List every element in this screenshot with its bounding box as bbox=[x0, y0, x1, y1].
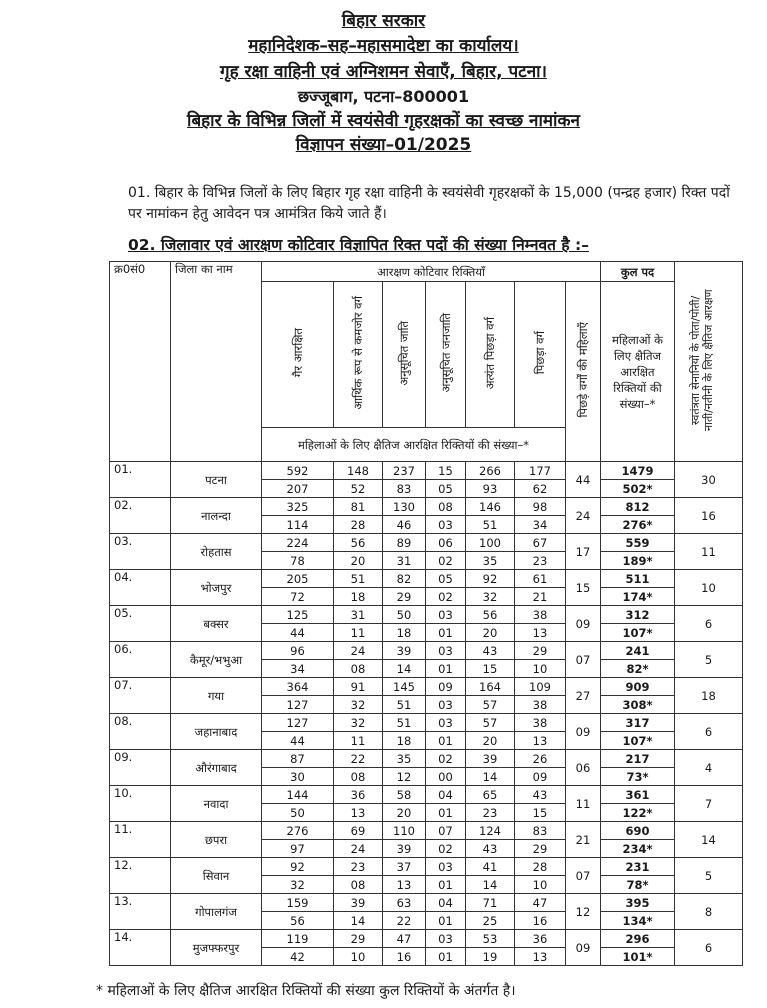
cell-women-value: 15 bbox=[515, 804, 566, 822]
cell-bc-women: 06 bbox=[566, 750, 601, 786]
cell-value: 61 bbox=[515, 570, 566, 588]
cell-women-value: 02 bbox=[426, 588, 466, 606]
cell-women-value: 50 bbox=[262, 804, 334, 822]
cell-value: 58 bbox=[383, 786, 426, 804]
cell-value: 39 bbox=[466, 750, 515, 768]
header-freedom-fighter: स्वतंत्रता सेनानियों के पोता/पोती/नाती/नतीनी के लिए क्षैतिज आरक्षण bbox=[675, 262, 743, 462]
cell-serial: 13. bbox=[110, 894, 171, 930]
cell-total: 317 bbox=[601, 714, 675, 732]
cell-value: 91 bbox=[334, 678, 383, 696]
cell-value: 224 bbox=[262, 534, 334, 552]
cell-value: 15 bbox=[426, 462, 466, 480]
cell-women-value: 11 bbox=[334, 732, 383, 750]
cell-value: 364 bbox=[262, 678, 334, 696]
table-row bbox=[110, 930, 743, 948]
cell-bc-women: 17 bbox=[566, 534, 601, 570]
cell-women-value: 29 bbox=[515, 840, 566, 858]
cell-bc-women: 44 bbox=[566, 462, 601, 498]
table-row bbox=[110, 642, 743, 660]
cell-freedom-fighter: 5 bbox=[675, 642, 743, 678]
cell-women-value: 30 bbox=[262, 768, 334, 786]
header-address: छज्जूबाग, पटना–800001 bbox=[297, 87, 470, 106]
cell-women-value: 97 bbox=[262, 840, 334, 858]
cell-total-women: 122* bbox=[601, 804, 675, 822]
cell-freedom-fighter: 8 bbox=[675, 894, 743, 930]
cell-women-value: 127 bbox=[262, 696, 334, 714]
cell-district: नालन्दा bbox=[171, 498, 262, 534]
header-women-subrow: महिलाओं के लिए क्षैतिज आरक्षित रिक्तियों की संख्या–* bbox=[262, 428, 566, 462]
cell-serial: 07. bbox=[110, 678, 171, 714]
cell-women-value: 42 bbox=[262, 948, 334, 966]
cell-value: 38 bbox=[515, 714, 566, 732]
cell-value: 03 bbox=[426, 606, 466, 624]
cell-value: 03 bbox=[426, 714, 466, 732]
vacancy-table bbox=[109, 261, 743, 966]
cell-women-value: 24 bbox=[334, 840, 383, 858]
header-government: बिहार सरकार bbox=[341, 11, 426, 31]
cell-women-value: 14 bbox=[466, 876, 515, 894]
cell-value: 145 bbox=[383, 678, 426, 696]
cell-total: 909 bbox=[601, 678, 675, 696]
cell-value: 127 bbox=[262, 714, 334, 732]
cell-women-value: 20 bbox=[334, 552, 383, 570]
cell-bc-women: 09 bbox=[566, 606, 601, 642]
cell-value: 164 bbox=[466, 678, 515, 696]
cell-women-value: 10 bbox=[334, 948, 383, 966]
cell-women-value: 03 bbox=[426, 696, 466, 714]
cell-total: 559 bbox=[601, 534, 675, 552]
cell-bc-women: 21 bbox=[566, 822, 601, 858]
cell-value: 31 bbox=[334, 606, 383, 624]
cell-freedom-fighter: 7 bbox=[675, 786, 743, 822]
cell-women-value: 93 bbox=[466, 480, 515, 498]
cell-district: जहानाबाद bbox=[171, 714, 262, 750]
cell-total-women: 502* bbox=[601, 480, 675, 498]
cell-value: 92 bbox=[466, 570, 515, 588]
cell-value: 29 bbox=[515, 642, 566, 660]
cell-value: 67 bbox=[515, 534, 566, 552]
header-department: गृह रक्षा वाहिनी एवं अग्निशमन सेवाएँ, बिहार, पटना। bbox=[220, 62, 547, 82]
cell-women-value: 35 bbox=[466, 552, 515, 570]
cell-women-value: 13 bbox=[515, 948, 566, 966]
cell-district: औरंगाबाद bbox=[171, 750, 262, 786]
cell-women-value: 34 bbox=[262, 660, 334, 678]
cell-value: 71 bbox=[466, 894, 515, 912]
cell-women-value: 16 bbox=[515, 912, 566, 930]
cell-value: 38 bbox=[515, 606, 566, 624]
cell-women-value: 18 bbox=[383, 624, 426, 642]
cell-serial: 05. bbox=[110, 606, 171, 642]
cell-value: 159 bbox=[262, 894, 334, 912]
cell-women-value: 14 bbox=[334, 912, 383, 930]
cell-value: 92 bbox=[262, 858, 334, 876]
cell-value: 24 bbox=[334, 642, 383, 660]
cell-women-value: 05 bbox=[426, 480, 466, 498]
cell-value: 325 bbox=[262, 498, 334, 516]
cell-women-value: 19 bbox=[466, 948, 515, 966]
cell-women-value: 39 bbox=[383, 840, 426, 858]
cell-value: 35 bbox=[383, 750, 426, 768]
cell-women-value: 16 bbox=[383, 948, 426, 966]
cell-freedom-fighter: 5 bbox=[675, 858, 743, 894]
cell-value: 81 bbox=[334, 498, 383, 516]
header-st: अनुसूचित जनजाति bbox=[426, 282, 466, 428]
cell-value: 57 bbox=[466, 714, 515, 732]
cell-total: 395 bbox=[601, 894, 675, 912]
cell-serial: 03. bbox=[110, 534, 171, 570]
cell-value: 65 bbox=[466, 786, 515, 804]
cell-women-value: 01 bbox=[426, 804, 466, 822]
cell-value: 07 bbox=[426, 822, 466, 840]
cell-total-women: 189* bbox=[601, 552, 675, 570]
table-row bbox=[110, 714, 743, 732]
cell-value: 22 bbox=[334, 750, 383, 768]
header-serial: क्र0सं0 bbox=[110, 262, 171, 462]
cell-district: मुजफ्फरपुर bbox=[171, 930, 262, 966]
header-total-women: महिलाओं के लिए क्षैतिज आरक्षित रिक्तियों की संख्या–* bbox=[601, 282, 675, 462]
cell-value: 37 bbox=[383, 858, 426, 876]
cell-women-value: 57 bbox=[466, 696, 515, 714]
cell-value: 100 bbox=[466, 534, 515, 552]
cell-serial: 04. bbox=[110, 570, 171, 606]
cell-value: 96 bbox=[262, 642, 334, 660]
cell-value: 03 bbox=[426, 930, 466, 948]
cell-value: 09 bbox=[426, 678, 466, 696]
cell-women-value: 13 bbox=[383, 876, 426, 894]
cell-total-women: 134* bbox=[601, 912, 675, 930]
cell-women-value: 01 bbox=[426, 660, 466, 678]
cell-women-value: 32 bbox=[466, 588, 515, 606]
cell-total-women: 107* bbox=[601, 732, 675, 750]
cell-total-women: 107* bbox=[601, 624, 675, 642]
cell-bc-women: 24 bbox=[566, 498, 601, 534]
cell-serial: 02. bbox=[110, 498, 171, 534]
cell-total: 231 bbox=[601, 858, 675, 876]
cell-value: 56 bbox=[466, 606, 515, 624]
cell-women-value: 23 bbox=[466, 804, 515, 822]
cell-women-value: 51 bbox=[466, 516, 515, 534]
cell-district: भोजपुर bbox=[171, 570, 262, 606]
cell-district: कैमूर/भभुआ bbox=[171, 642, 262, 678]
cell-bc-women: 09 bbox=[566, 714, 601, 750]
cell-value: 89 bbox=[383, 534, 426, 552]
cell-value: 23 bbox=[334, 858, 383, 876]
cell-serial: 12. bbox=[110, 858, 171, 894]
cell-women-value: 02 bbox=[426, 552, 466, 570]
cell-value: 03 bbox=[426, 858, 466, 876]
cell-value: 124 bbox=[466, 822, 515, 840]
cell-value: 266 bbox=[466, 462, 515, 480]
cell-value: 04 bbox=[426, 894, 466, 912]
cell-value: 119 bbox=[262, 930, 334, 948]
cell-women-value: 25 bbox=[466, 912, 515, 930]
cell-women-value: 03 bbox=[426, 516, 466, 534]
cell-value: 29 bbox=[334, 930, 383, 948]
table-row bbox=[110, 570, 743, 588]
cell-serial: 06. bbox=[110, 642, 171, 678]
cell-freedom-fighter: 6 bbox=[675, 606, 743, 642]
cell-freedom-fighter: 6 bbox=[675, 930, 743, 966]
cell-value: 39 bbox=[334, 894, 383, 912]
header-district: जिला का नाम bbox=[171, 262, 262, 462]
cell-value: 205 bbox=[262, 570, 334, 588]
cell-women-value: 13 bbox=[334, 804, 383, 822]
cell-value: 26 bbox=[515, 750, 566, 768]
header-subject: बिहार के विभिन्न जिलों में स्वयंसेवी गृहरक्षकों का स्वच्छ नामांकन bbox=[187, 111, 580, 131]
cell-total-women: 234* bbox=[601, 840, 675, 858]
cell-women-value: 21 bbox=[515, 588, 566, 606]
cell-serial: 09. bbox=[110, 750, 171, 786]
cell-value: 69 bbox=[334, 822, 383, 840]
cell-total-women: 73* bbox=[601, 768, 675, 786]
cell-value: 148 bbox=[334, 462, 383, 480]
cell-women-value: 114 bbox=[262, 516, 334, 534]
cell-women-value: 44 bbox=[262, 624, 334, 642]
cell-women-value: 43 bbox=[466, 840, 515, 858]
cell-value: 51 bbox=[383, 714, 426, 732]
cell-total: 296 bbox=[601, 930, 675, 948]
cell-women-value: 11 bbox=[334, 624, 383, 642]
cell-total-women: 276* bbox=[601, 516, 675, 534]
cell-women-value: 14 bbox=[383, 660, 426, 678]
cell-value: 02 bbox=[426, 750, 466, 768]
table-row bbox=[110, 786, 743, 804]
cell-women-value: 10 bbox=[515, 876, 566, 894]
cell-women-value: 78 bbox=[262, 552, 334, 570]
cell-women-value: 01 bbox=[426, 732, 466, 750]
header-sc: अनुसूचित जाति bbox=[383, 282, 426, 428]
cell-women-value: 01 bbox=[426, 948, 466, 966]
cell-freedom-fighter: 6 bbox=[675, 714, 743, 750]
cell-women-value: 13 bbox=[515, 732, 566, 750]
cell-women-value: 18 bbox=[334, 588, 383, 606]
cell-women-value: 20 bbox=[466, 624, 515, 642]
cell-total-women: 174* bbox=[601, 588, 675, 606]
cell-value: 36 bbox=[334, 786, 383, 804]
cell-total: 812 bbox=[601, 498, 675, 516]
cell-value: 144 bbox=[262, 786, 334, 804]
cell-women-value: 02 bbox=[426, 840, 466, 858]
cell-women-value: 08 bbox=[334, 660, 383, 678]
header-office: महानिदेशक–सह–महासमादेष्टा का कार्यालय। bbox=[248, 36, 519, 56]
paragraph-invitation: 01. बिहार के विभिन्न जिलों के लिए बिहार गृह रक्षा वाहिनी के स्वयंसेवी गृहरक्षकों के 15,000 (पन्द्रह हजार) रिक्त पदों पर नामांकन हेतु आवेदन पत्र आमंत्रित किये जाते हैं। bbox=[128, 185, 730, 222]
cell-women-value: 28 bbox=[334, 516, 383, 534]
header-bc-women: पिछड़े वर्गों की महिलाएँ bbox=[566, 282, 601, 462]
cell-women-value: 15 bbox=[466, 660, 515, 678]
cell-women-value: 56 bbox=[262, 912, 334, 930]
cell-women-value: 20 bbox=[383, 804, 426, 822]
cell-district: छपरा bbox=[171, 822, 262, 858]
cell-value: 43 bbox=[515, 786, 566, 804]
cell-value: 177 bbox=[515, 462, 566, 480]
header-total-group: कुल पद bbox=[601, 262, 675, 282]
table-row bbox=[110, 462, 743, 480]
cell-women-value: 18 bbox=[383, 732, 426, 750]
cell-bc-women: 11 bbox=[566, 786, 601, 822]
cell-women-value: 31 bbox=[383, 552, 426, 570]
cell-value: 08 bbox=[426, 498, 466, 516]
cell-value: 110 bbox=[383, 822, 426, 840]
cell-women-value: 14 bbox=[466, 768, 515, 786]
cell-district: नवादा bbox=[171, 786, 262, 822]
cell-women-value: 01 bbox=[426, 876, 466, 894]
cell-bc-women: 27 bbox=[566, 678, 601, 714]
header-bc: पिछड़ा वर्ग bbox=[515, 282, 566, 428]
cell-total: 511 bbox=[601, 570, 675, 588]
footnote: * महिलाओं के लिए क्षैतिज आरक्षित रिक्तियों की संख्या कुल रिक्तियों के अंतर्गत है। bbox=[96, 983, 516, 999]
cell-serial: 01. bbox=[110, 462, 171, 498]
cell-serial: 14. bbox=[110, 930, 171, 966]
cell-value: 36 bbox=[515, 930, 566, 948]
cell-women-value: 08 bbox=[334, 768, 383, 786]
cell-freedom-fighter: 10 bbox=[675, 570, 743, 606]
cell-district: पटना bbox=[171, 462, 262, 498]
cell-value: 237 bbox=[383, 462, 426, 480]
cell-bc-women: 07 bbox=[566, 858, 601, 894]
cell-value: 41 bbox=[466, 858, 515, 876]
cell-freedom-fighter: 16 bbox=[675, 498, 743, 534]
cell-total: 1479 bbox=[601, 462, 675, 480]
cell-women-value: 23 bbox=[515, 552, 566, 570]
cell-value: 50 bbox=[383, 606, 426, 624]
cell-serial: 10. bbox=[110, 786, 171, 822]
header-ews: आर्थिक रूप से कमजोर वर्ग bbox=[334, 282, 383, 428]
cell-value: 82 bbox=[383, 570, 426, 588]
cell-value: 276 bbox=[262, 822, 334, 840]
cell-women-value: 51 bbox=[383, 696, 426, 714]
cell-value: 06 bbox=[426, 534, 466, 552]
cell-value: 39 bbox=[383, 642, 426, 660]
cell-bc-women: 12 bbox=[566, 894, 601, 930]
cell-total-women: 82* bbox=[601, 660, 675, 678]
cell-district: रोहतास bbox=[171, 534, 262, 570]
cell-serial: 08. bbox=[110, 714, 171, 750]
header-general: गैर आरक्षित bbox=[262, 282, 334, 428]
table-row bbox=[110, 858, 743, 876]
cell-total-women: 308* bbox=[601, 696, 675, 714]
table-row bbox=[110, 822, 743, 840]
cell-value: 130 bbox=[383, 498, 426, 516]
header-category-group: आरक्षण कोटिवार रिक्तियाँ bbox=[262, 262, 601, 282]
cell-women-value: 34 bbox=[515, 516, 566, 534]
cell-women-value: 83 bbox=[383, 480, 426, 498]
table-row bbox=[110, 894, 743, 912]
cell-women-value: 32 bbox=[334, 696, 383, 714]
cell-value: 47 bbox=[383, 930, 426, 948]
cell-freedom-fighter: 14 bbox=[675, 822, 743, 858]
cell-value: 125 bbox=[262, 606, 334, 624]
cell-women-value: 38 bbox=[515, 696, 566, 714]
cell-freedom-fighter: 30 bbox=[675, 462, 743, 498]
cell-women-value: 62 bbox=[515, 480, 566, 498]
cell-total: 217 bbox=[601, 750, 675, 768]
cell-women-value: 13 bbox=[515, 624, 566, 642]
cell-women-value: 22 bbox=[383, 912, 426, 930]
cell-women-value: 09 bbox=[515, 768, 566, 786]
cell-women-value: 44 bbox=[262, 732, 334, 750]
cell-women-value: 46 bbox=[383, 516, 426, 534]
header-ebc: अत्यंत पिछड़ा वर्ग bbox=[466, 282, 515, 428]
cell-value: 146 bbox=[466, 498, 515, 516]
cell-women-value: 01 bbox=[426, 912, 466, 930]
cell-bc-women: 07 bbox=[566, 642, 601, 678]
cell-value: 32 bbox=[334, 714, 383, 732]
cell-bc-women: 15 bbox=[566, 570, 601, 606]
cell-value: 05 bbox=[426, 570, 466, 588]
cell-value: 63 bbox=[383, 894, 426, 912]
header-advertisement-number: विज्ञापन संख्या–01/2025 bbox=[295, 135, 472, 155]
cell-value: 109 bbox=[515, 678, 566, 696]
cell-freedom-fighter: 11 bbox=[675, 534, 743, 570]
cell-total-women: 78* bbox=[601, 876, 675, 894]
cell-serial: 11. bbox=[110, 822, 171, 858]
table-row bbox=[110, 498, 743, 516]
cell-women-value: 72 bbox=[262, 588, 334, 606]
cell-district: गोपालगंज bbox=[171, 894, 262, 930]
cell-women-value: 29 bbox=[383, 588, 426, 606]
cell-total: 312 bbox=[601, 606, 675, 624]
cell-value: 53 bbox=[466, 930, 515, 948]
paragraph-table-intro: 02. जिलावार एवं आरक्षण कोटिवार विज्ञापित रिक्त पदों की संख्या निम्नवत है :– bbox=[128, 236, 589, 254]
table-row bbox=[110, 606, 743, 624]
cell-women-value: 00 bbox=[426, 768, 466, 786]
cell-value: 51 bbox=[334, 570, 383, 588]
cell-value: 28 bbox=[515, 858, 566, 876]
cell-total-women: 101* bbox=[601, 948, 675, 966]
cell-women-value: 10 bbox=[515, 660, 566, 678]
cell-women-value: 32 bbox=[262, 876, 334, 894]
table-row bbox=[110, 750, 743, 768]
cell-value: 83 bbox=[515, 822, 566, 840]
cell-value: 98 bbox=[515, 498, 566, 516]
cell-value: 03 bbox=[426, 642, 466, 660]
cell-value: 43 bbox=[466, 642, 515, 660]
cell-bc-women: 09 bbox=[566, 930, 601, 966]
cell-freedom-fighter: 4 bbox=[675, 750, 743, 786]
cell-district: गया bbox=[171, 678, 262, 714]
table-row bbox=[110, 534, 743, 552]
cell-district: बक्सर bbox=[171, 606, 262, 642]
cell-freedom-fighter: 18 bbox=[675, 678, 743, 714]
cell-total: 361 bbox=[601, 786, 675, 804]
cell-district: सिवान bbox=[171, 858, 262, 894]
cell-value: 04 bbox=[426, 786, 466, 804]
cell-value: 87 bbox=[262, 750, 334, 768]
cell-value: 592 bbox=[262, 462, 334, 480]
cell-women-value: 08 bbox=[334, 876, 383, 894]
cell-value: 56 bbox=[334, 534, 383, 552]
cell-total: 690 bbox=[601, 822, 675, 840]
cell-women-value: 12 bbox=[383, 768, 426, 786]
cell-women-value: 207 bbox=[262, 480, 334, 498]
cell-women-value: 52 bbox=[334, 480, 383, 498]
cell-women-value: 20 bbox=[466, 732, 515, 750]
cell-total: 241 bbox=[601, 642, 675, 660]
cell-value: 47 bbox=[515, 894, 566, 912]
cell-women-value: 01 bbox=[426, 624, 466, 642]
table-row bbox=[110, 678, 743, 696]
